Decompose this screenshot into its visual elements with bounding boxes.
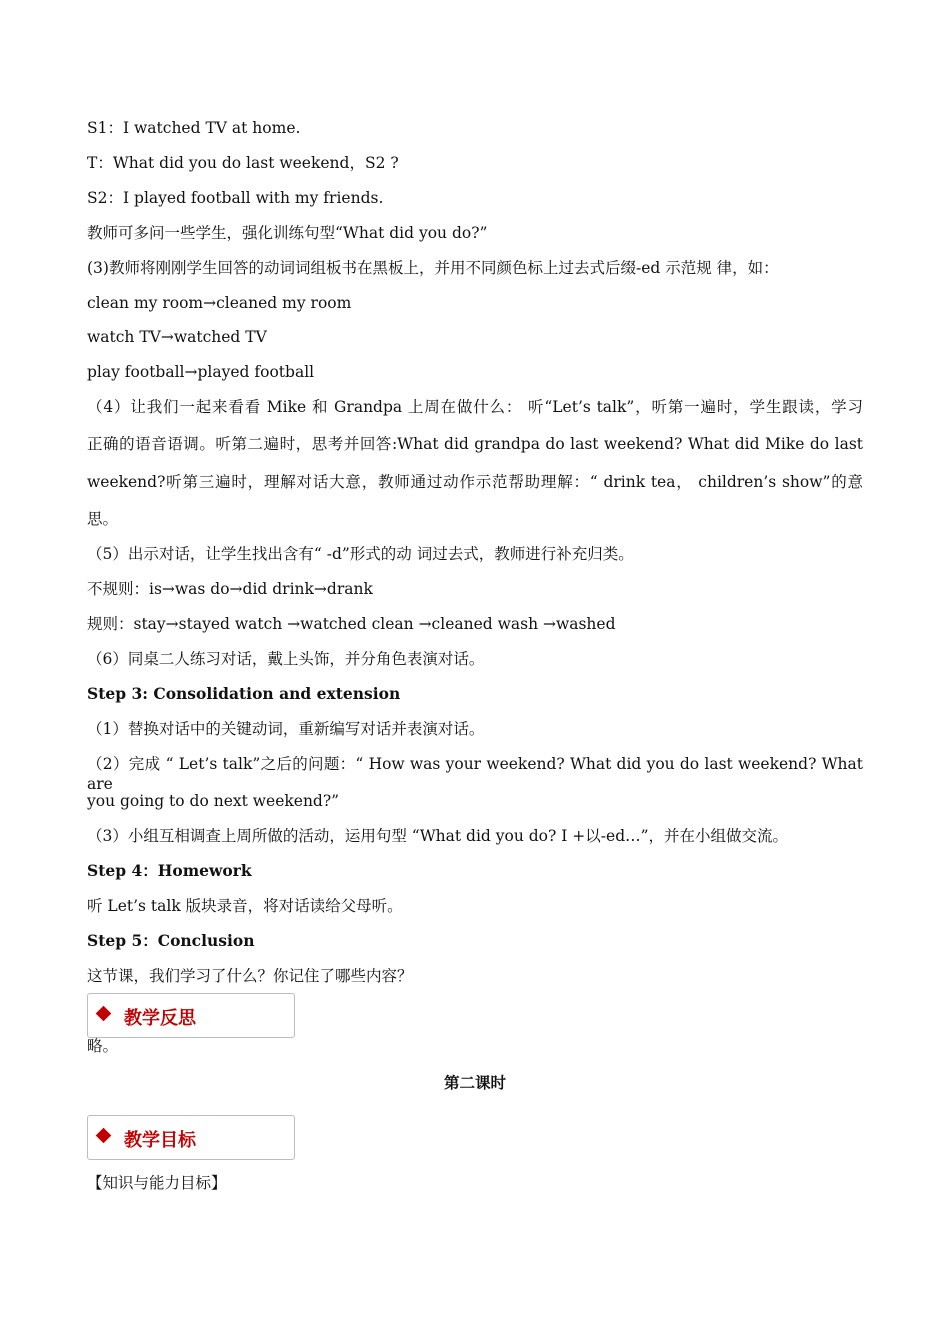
conclusion-text: 这节课，我们学习了什么？你记住了哪些内容？ bbox=[87, 967, 413, 985]
phrase-example: watch TV→watched TV bbox=[87, 328, 267, 346]
step-3-instruction: (3)教师将刚刚学生回答的动词词组板书在黑板上，并用不同颜色标上过去式后缀-ed 示范规 律，如： bbox=[87, 259, 779, 277]
step-3-heading: Step 3: Consolidation and extension bbox=[87, 684, 401, 703]
reflection-heading: 教学反思 bbox=[124, 1008, 196, 1029]
teacher-note: 教师可多问一些学生，强化训练句型“What did you do?” bbox=[87, 224, 488, 242]
objectives-heading-box bbox=[87, 1115, 295, 1160]
step-4-instruction-cont: weekend?听第三遍时，理解对话大意，教师通过动作示范帮助理解：“ drink tea， children’s show”的意 bbox=[87, 473, 863, 491]
consolidation-item-1: （1）替换对话中的关键动词，重新编写对话并表演对话。 bbox=[87, 720, 485, 738]
homework-text: 听 Let’s talk 版块录音，将对话读给父母听。 bbox=[87, 897, 403, 915]
dialogue-teacher: T：What did you do last weekend，S2 ? bbox=[87, 154, 399, 172]
consolidation-item-3: （3）小组互相调查上周所做的活动，运用句型 “What did you do? I +以-ed…”，并在小组做交流。 bbox=[87, 827, 789, 845]
step-4-heading: Step 4：Homework bbox=[87, 861, 252, 880]
irregular-verbs: 不规则：is→was do→did drink→drank bbox=[87, 580, 373, 598]
lesson-title: 第二课时 bbox=[443, 1073, 506, 1092]
phrase-example: clean my room→cleaned my room bbox=[87, 294, 352, 312]
knowledge-ability-goal: 【知识与能力目标】 bbox=[87, 1174, 227, 1192]
phrase-example: play football→played football bbox=[87, 363, 315, 381]
diamond-icon bbox=[96, 1128, 112, 1144]
regular-verbs: 规则：stay→stayed watch →watched clean →cleaned wash →washed bbox=[87, 615, 616, 633]
dialogue-s1: S1：I watched TV at home. bbox=[87, 119, 301, 137]
consolidation-item-2-cont: you going to do next weekend?” bbox=[87, 792, 340, 810]
dialogue-s2: S2：I played football with my friends. bbox=[87, 189, 384, 207]
step-4-instruction: （4）让我们一起来看看 Mike 和 Grandpa 上周在做什么： 听“Let’s talk”，听第一遍时，学生跟读，学习 bbox=[87, 398, 863, 416]
reflection-heading-box bbox=[87, 993, 295, 1038]
diamond-icon bbox=[96, 1006, 112, 1022]
step-4-instruction-cont: 正确的语音语调。听第二遍时，思考并回答:What did grandpa do last weekend? What did Mike do last bbox=[87, 435, 863, 453]
consolidation-item-2: （2）完成 “ Let’s talk”之后的问题：“ How was your weekend? What did you do last weekend? What are bbox=[87, 755, 863, 793]
reflection-text: 略。 bbox=[87, 1037, 119, 1055]
step-5-instruction: （5）出示对话，让学生找出含有“ -d”形式的动 词过去式，教师进行补充归类。 bbox=[87, 545, 634, 563]
step-6-instruction: （6）同桌二人练习对话，戴上头饰，并分角色表演对话。 bbox=[87, 650, 485, 668]
objectives-heading: 教学目标 bbox=[124, 1130, 196, 1151]
step-4-instruction-end: 思。 bbox=[87, 510, 119, 528]
step-5-heading: Step 5：Conclusion bbox=[87, 931, 255, 950]
